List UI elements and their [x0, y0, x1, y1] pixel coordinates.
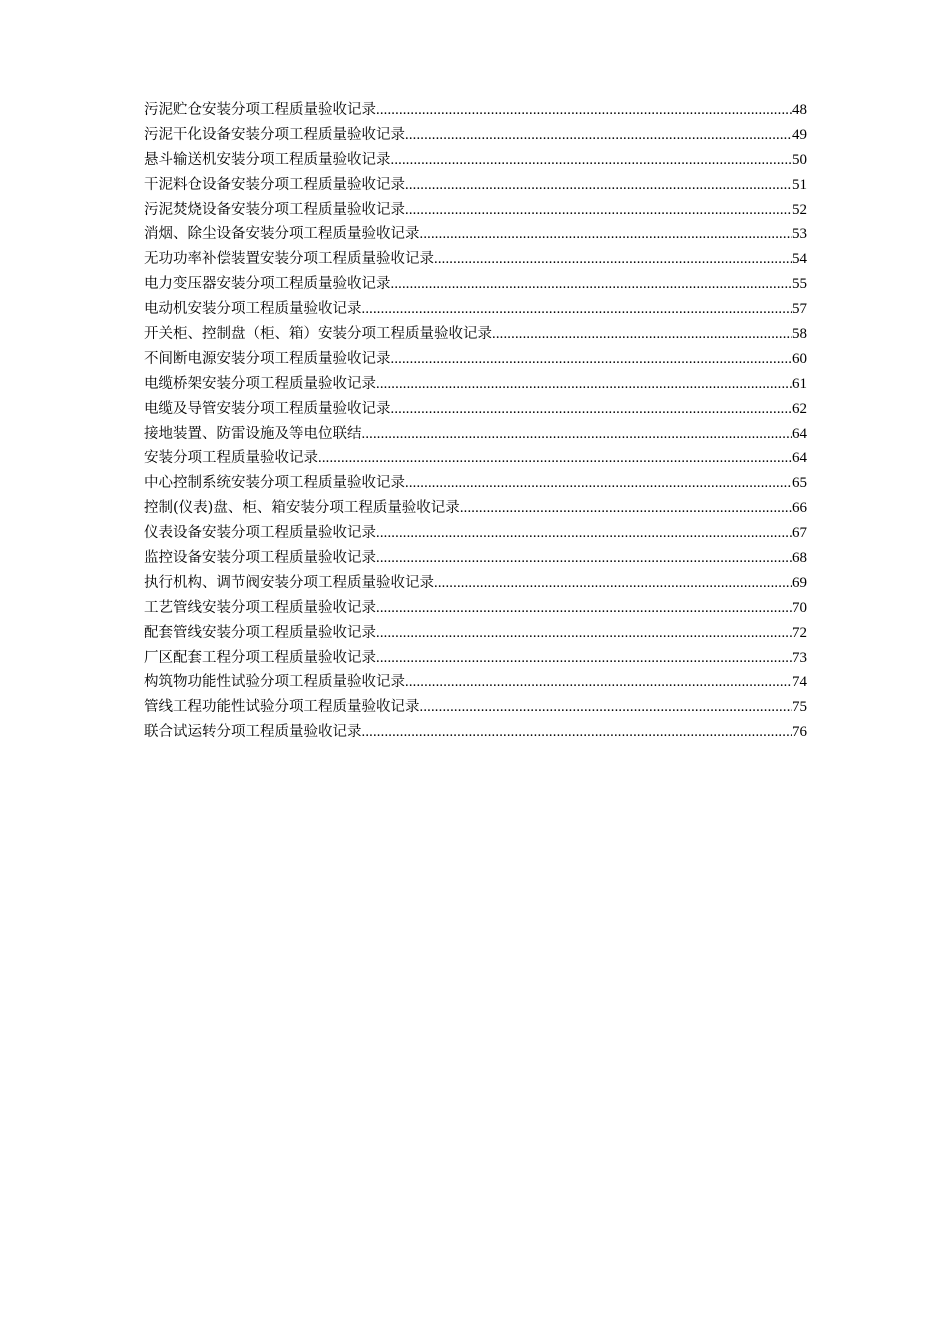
toc-entry-page: 73: [792, 649, 807, 666]
toc-entry[interactable]: [144, 297, 807, 322]
toc-entry-page: 75: [792, 699, 807, 716]
toc-dot-leader: [405, 173, 792, 198]
toc-entry[interactable]: [144, 322, 807, 347]
toc-entry-page: 60: [792, 350, 807, 367]
toc-entry-title: 污泥焚烧设备安装分项工程质量验收记录: [144, 201, 405, 218]
toc-entry-page: 48: [792, 102, 807, 118]
toc-dot-leader: [420, 222, 793, 247]
toc-dot-leader: [376, 621, 792, 646]
toc-entry-title: 无功功率补偿装置安装分项工程质量验收记录: [144, 251, 434, 268]
toc-dot-leader: [405, 198, 792, 223]
toc-dot-leader: [376, 546, 792, 571]
toc-dot-leader: [391, 148, 793, 173]
toc-entry[interactable]: [144, 496, 807, 521]
toc-entry-title: 监控设备安装分项工程质量验收记录: [144, 550, 376, 567]
toc-entry-title: 管线工程功能性试验分项工程质量验收记录: [144, 699, 420, 716]
toc-entry-title: 接地装置、防雷设施及等电位联结: [144, 425, 362, 442]
toc-entry-page: 57: [792, 301, 807, 318]
toc-dot-leader: [376, 521, 792, 546]
toc-entry-page: 55: [792, 276, 807, 293]
toc-entry-title: 开关柜、控制盘（柜、箱）安装分项工程质量验收记录: [144, 326, 492, 343]
toc-entry-title: 电力变压器安装分项工程质量验收记录: [144, 276, 391, 293]
toc-entry[interactable]: [144, 222, 807, 247]
toc-entry[interactable]: [144, 123, 807, 148]
toc-entry[interactable]: [144, 720, 807, 745]
table-of-contents: [144, 98, 807, 745]
toc-dot-leader: [376, 372, 792, 397]
toc-entry[interactable]: [144, 446, 807, 471]
toc-entry-title: 构筑物功能性试验分项工程质量验收记录: [144, 674, 405, 691]
toc-dot-leader: [391, 397, 793, 422]
toc-entry-page: 52: [792, 201, 807, 218]
toc-entry[interactable]: [144, 546, 807, 571]
toc-entry-page: 70: [792, 599, 807, 616]
toc-entry-title: 联合试运转分项工程质量验收记录: [144, 724, 362, 741]
toc-entry[interactable]: [144, 198, 807, 223]
toc-entry-page: 67: [792, 525, 807, 542]
toc-entry[interactable]: [144, 247, 807, 272]
toc-entry-title: 安装分项工程质量验收记录: [144, 450, 318, 467]
toc-entry-page: 50: [792, 151, 807, 168]
toc-entry[interactable]: [144, 397, 807, 422]
toc-entry-title: 电缆及导管安装分项工程质量验收记录: [144, 400, 391, 417]
toc-dot-leader: [405, 471, 792, 496]
toc-entry-page: 49: [792, 126, 807, 143]
toc-entry-page: 62: [792, 400, 807, 417]
toc-entry[interactable]: [144, 272, 807, 297]
toc-entry-title: 电动机安装分项工程质量验收记录: [144, 301, 362, 318]
toc-dot-leader: [405, 123, 792, 148]
toc-dot-leader: [492, 322, 792, 347]
toc-dot-leader: [362, 720, 793, 745]
toc-entry[interactable]: [144, 621, 807, 646]
toc-entry[interactable]: [144, 670, 807, 695]
toc-dot-leader: [460, 496, 792, 521]
toc-entry-page: 65: [792, 475, 807, 492]
toc-entry[interactable]: [144, 347, 807, 372]
toc-entry-title: 执行机构、调节阀安装分项工程质量验收记录: [144, 574, 434, 591]
toc-dot-leader: [420, 695, 793, 720]
toc-entry-page: 58: [792, 326, 807, 343]
toc-entry-page: 64: [792, 425, 807, 442]
toc-entry-title: 不间断电源安装分项工程质量验收记录: [144, 350, 391, 367]
toc-entry[interactable]: [144, 571, 807, 596]
toc-entry-title: 仪表设备安装分项工程质量验收记录: [144, 525, 376, 542]
toc-entry[interactable]: [144, 646, 807, 671]
toc-entry[interactable]: [144, 98, 807, 123]
toc-entry-page: 64: [792, 450, 807, 467]
toc-entry[interactable]: [144, 372, 807, 397]
toc-entry[interactable]: [144, 422, 807, 447]
toc-entry[interactable]: [144, 695, 807, 720]
toc-entry[interactable]: [144, 596, 807, 621]
toc-entry-page: 51: [792, 176, 807, 193]
toc-dot-leader: [391, 272, 793, 297]
toc-entry-title: 控制(仪表)盘、柜、箱安装分项工程质量验收记录: [144, 500, 460, 517]
toc-dot-leader: [318, 446, 792, 471]
toc-entry-page: 54: [792, 251, 807, 268]
toc-entry-title: 中心控制系统安装分项工程质量验收记录: [144, 475, 405, 492]
toc-entry-page: 53: [792, 226, 807, 243]
toc-dot-leader: [391, 347, 793, 372]
toc-dot-leader: [362, 297, 793, 322]
toc-entry-title: 配套管线安装分项工程质量验收记录: [144, 624, 376, 641]
toc-entry-title: 悬斗输送机安装分项工程质量验收记录: [144, 151, 391, 168]
toc-entry-page: 76: [792, 724, 807, 741]
toc-dot-leader: [434, 247, 792, 272]
toc-entry[interactable]: [144, 521, 807, 546]
toc-entry[interactable]: [144, 148, 807, 173]
toc-entry-title: 工艺管线安装分项工程质量验收记录: [144, 599, 376, 616]
toc-dot-leader: [434, 571, 792, 596]
toc-dot-leader: [376, 98, 792, 123]
toc-entry-title: 污泥干化设备安装分项工程质量验收记录: [144, 126, 405, 143]
toc-dot-leader: [405, 670, 792, 695]
toc-dot-leader: [362, 422, 793, 447]
toc-entry-title: 厂区配套工程分项工程质量验收记录: [144, 649, 376, 666]
toc-entry-page: 72: [792, 624, 807, 641]
toc-entry-title: 电缆桥架安装分项工程质量验收记录: [144, 375, 376, 392]
toc-entry-page: 66: [792, 500, 807, 517]
toc-entry-title: 污泥贮仓安装分项工程质量验收记录: [144, 102, 376, 118]
toc-entry-page: 74: [792, 674, 807, 691]
toc-entry[interactable]: [144, 173, 807, 198]
toc-entry-page: 68: [792, 550, 807, 567]
toc-dot-leader: [376, 596, 792, 621]
toc-entry-page: 61: [792, 375, 807, 392]
toc-dot-leader: [376, 646, 792, 671]
toc-entry-page: 69: [792, 574, 807, 591]
toc-entry-title: 消烟、除尘设备安装分项工程质量验收记录: [144, 226, 420, 243]
toc-entry-title: 干泥料仓设备安装分项工程质量验收记录: [144, 176, 405, 193]
toc-entry[interactable]: [144, 471, 807, 496]
